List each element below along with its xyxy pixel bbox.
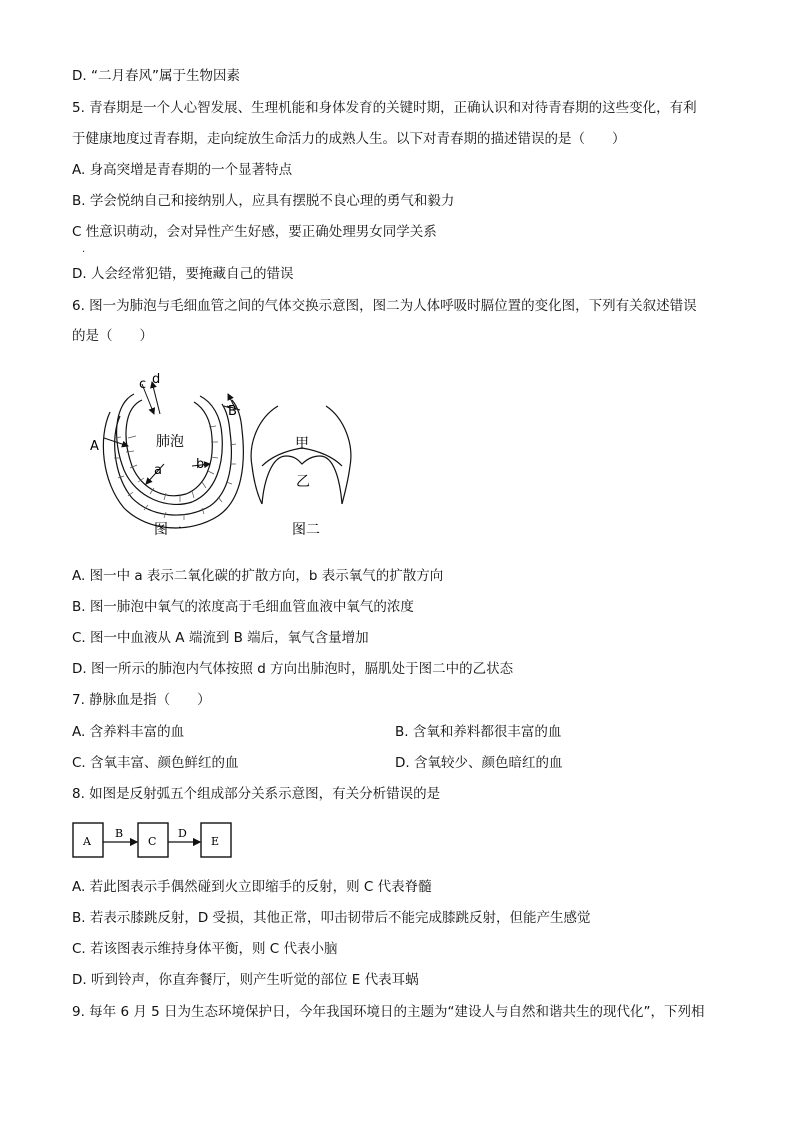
q5-stem-line2: 于健康地度过青春期，走向绽放生命活力的成熟人生。以下对青春期的描述错误的是（ ） [72, 131, 626, 147]
q8-option-a: A. 若此图表示手偶然碰到火立即缩手的反射，则 C 代表脊髓 [72, 879, 432, 895]
box-C: C [148, 835, 157, 848]
q7-option-d: D. 含氧较少、颜色暗红的血 [395, 755, 563, 771]
figure2-caption: 图二 [292, 522, 320, 538]
alveolus-figure [84, 368, 254, 540]
q5-option-c: C 性意识萌动，会对异性产生好感，要正确处理男女同学关系 [72, 224, 437, 240]
label-jia: 甲 [295, 436, 309, 452]
q5-option-d: D. 人会经常犯错，要掩藏自己的错误 [72, 266, 294, 282]
q7-option-a: A. 含养料丰富的血 [72, 724, 185, 740]
q8-stem: 8. 如图是反射弧五个组成部分关系示意图，有关分析错误的是 [72, 786, 441, 802]
q9-stem-line1: 9. 每年 6 月 5 日为生态环境保护日，今年我国环境日的主题为“建设人与自然和谐共生的现代化”，下列相 [72, 1004, 705, 1020]
q6-option-a: A. 图一中 a 表示二氧化碳的扩散方向，b 表示氧气的扩散方向 [72, 568, 444, 584]
q8-option-b: B. 若表示膝跳反射，D 受损，其他正常，叩击韧带后不能完成膝跳反射，但能产生感觉 [72, 910, 591, 926]
q5-stem-line1: 5. 青春期是一个人心智发展、生理机能和身体发育的关键时期，正确认识和对待青春期的这些变化，有利 [72, 100, 697, 116]
q6-stem-line1: 6. 图一为肺泡与毛细血管之间的气体交换示意图，图二为人体呼吸时膈位置的变化图，下列有关叙述错误 [72, 298, 697, 314]
label-c: c [139, 377, 147, 392]
label-b: b [196, 457, 205, 472]
figure1-caption: 图一 [154, 522, 182, 538]
q5-option-a: A. 身高突增是青春期的一个显著特点 [72, 162, 293, 178]
label-D: D [178, 827, 187, 840]
q8-option-d: D. 听到铃声，你直奔餐厅，则产生听觉的部位 E 代表耳蜗 [72, 972, 419, 988]
alveolus-label: 肺泡 [156, 434, 184, 450]
q6-stem-line2: 的是（ ） [72, 328, 153, 344]
q6-option-b: B. 图一肺泡中氧气的浓度高于毛细血管血液中氧气的浓度 [72, 599, 414, 615]
diaphragm-figure [244, 400, 364, 540]
q8-option-c: C. 若该图表示维持身体平衡，则 C 代表小脑 [72, 941, 338, 957]
q6-option-c: C. 图一中血液从 A 端流到 B 端后，氧气含量增加 [72, 630, 369, 646]
reflex-arc-figure [70, 818, 240, 862]
label-yi: 乙 [296, 474, 310, 490]
label-B: B [228, 404, 237, 419]
q5-option-b: B. 学会悦纳自己和接纳别人，应具有摆脱不良心理的勇气和毅力 [72, 193, 455, 209]
label-d: d [152, 372, 161, 387]
q7-option-c: C. 含氧丰富、颜色鲜红的血 [72, 755, 239, 771]
q7-option-b: B. 含氧和养料都很丰富的血 [395, 724, 562, 740]
q4-option-d: D. “二月春风”属于生物因素 [72, 68, 240, 84]
stray-mark: . [82, 244, 86, 255]
label-a: a [154, 463, 162, 478]
q7-stem: 7. 静脉血是指（ ） [72, 692, 211, 708]
box-E: E [211, 835, 220, 848]
label-A: A [90, 439, 99, 454]
q6-option-d: D. 图一所示的肺泡内气体按照 d 方向出肺泡时，膈肌处于图二中的乙状态 [72, 661, 514, 677]
label-B: B [115, 827, 124, 840]
box-A: A [83, 835, 91, 848]
